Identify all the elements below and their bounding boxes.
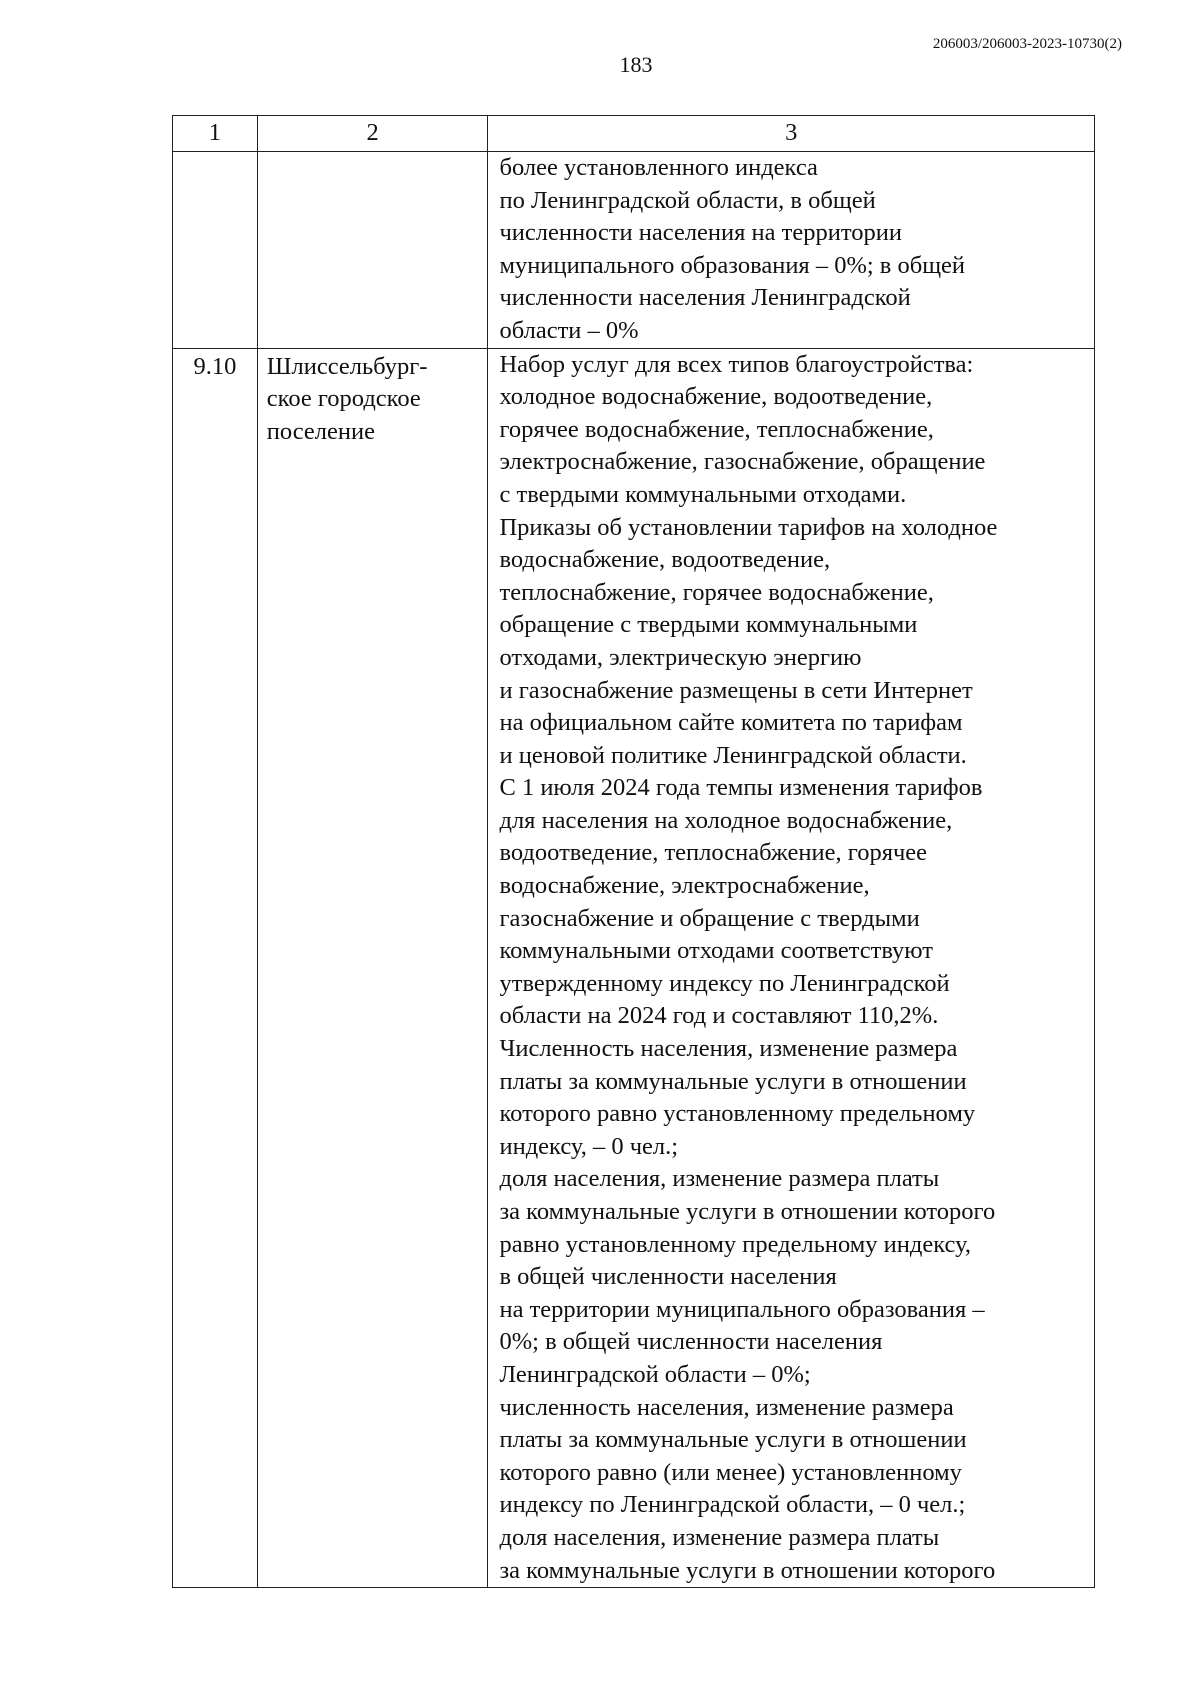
text-line: за коммунальные услуги в отношении которого	[499, 1556, 996, 1584]
row-number-cell: 9.10	[173, 348, 258, 1588]
text-line: поселение	[266, 417, 375, 445]
text-line: горячее водоснабжение, теплоснабжение,	[499, 415, 934, 443]
tariff-table	[172, 115, 1095, 1588]
column-header-1: 1	[173, 116, 258, 152]
text-line: платы за коммунальные услуги в отношении	[499, 1067, 967, 1095]
text-line: более установленного индекса	[499, 154, 818, 181]
text-line: доля населения, изменение размера платы	[499, 1523, 940, 1551]
text-line: отходами, электрическую энергию	[499, 643, 862, 671]
text-line: электроснабжение, газоснабжение, обращение	[499, 448, 986, 476]
text-line: доля населения, изменение размера платы	[499, 1165, 940, 1193]
text-line: по Ленинградской области, в общей	[499, 186, 876, 214]
text-line: коммунальными отходами соответствуют	[499, 937, 933, 965]
text-line: которого равно (или менее) установленному	[499, 1458, 962, 1486]
text-line: области на 2024 год и составляют 110,2%.	[499, 1002, 939, 1030]
page-number: 183	[619, 52, 653, 77]
text-line: и ценовой политике Ленинградской области.	[499, 741, 967, 769]
municipality-name-cell	[257, 348, 488, 1588]
table-header-row	[173, 116, 1095, 152]
text-line: водоснабжение, электроснабжение,	[499, 872, 870, 900]
text-line: Набор услуг для всех типов благоустройства:	[499, 350, 974, 378]
text-line: и газоснабжение размещены в сети Интернет	[499, 676, 973, 704]
text-line: для населения на холодное водоснабжение,	[499, 806, 953, 834]
text-line: Шлиссельбург-	[266, 352, 428, 380]
text-line: индексу по Ленинградской области, – 0 чел.;	[499, 1491, 966, 1519]
description-cell	[488, 152, 1095, 349]
text-line: численности населения Ленинградской	[499, 284, 911, 312]
text-line: численность населения, изменение размера	[499, 1393, 954, 1421]
text-line: на территории муниципального образования –	[499, 1295, 985, 1323]
column-header-2: 2	[257, 116, 488, 152]
text-line: Приказы об установлении тарифов на холодное	[499, 513, 998, 541]
text-line: утвержденному индексу по Ленинградской	[499, 969, 950, 997]
text-line: холодное водоснабжение, водоотведение,	[499, 383, 933, 411]
text-line: равно установленному предельному индексу,	[499, 1230, 972, 1258]
text-line: в общей численности населения	[499, 1263, 837, 1291]
text-line: теплоснабжение, горячее водоснабжение,	[499, 578, 934, 606]
text-line: муниципального образования – 0%; в общей	[499, 251, 966, 279]
text-line: обращение с твердыми коммунальными	[499, 611, 918, 639]
text-line: водоснабжение, водоотведение,	[499, 546, 831, 574]
table-row	[173, 348, 1095, 1588]
text-line: индексу, – 0 чел.;	[499, 1132, 679, 1160]
text-line: платы за коммунальные услуги в отношении	[499, 1426, 967, 1454]
document-id: 206003/206003-2023-10730(2)	[932, 36, 1122, 52]
municipality-name-cell	[257, 152, 488, 349]
row-number-cell	[173, 152, 258, 349]
text-line: ское городское	[266, 385, 421, 413]
column-header-3: 3	[488, 116, 1095, 152]
text-line: Численность населения, изменение размера	[499, 1035, 958, 1063]
text-line: численности населения на территории	[499, 219, 902, 247]
text-line: 0%; в общей численности населения	[499, 1328, 883, 1356]
text-line: водоотведение, теплоснабжение, горячее	[499, 839, 928, 867]
text-line: С 1 июля 2024 года темпы изменения тарифов	[499, 774, 983, 802]
table-row	[173, 152, 1095, 349]
text-line: области – 0%	[499, 316, 639, 344]
text-line: с твердыми коммунальными отходами.	[499, 480, 907, 508]
description-cell	[488, 348, 1095, 1588]
text-line: на официальном сайте комитета по тарифам	[499, 709, 963, 737]
text-line: которого равно установленному предельному	[499, 1100, 976, 1128]
text-line: Ленинградской области – 0%;	[499, 1360, 811, 1388]
text-line: за коммунальные услуги в отношении которого	[499, 1198, 996, 1225]
text-line: газоснабжение и обращение с твердыми	[499, 904, 920, 932]
